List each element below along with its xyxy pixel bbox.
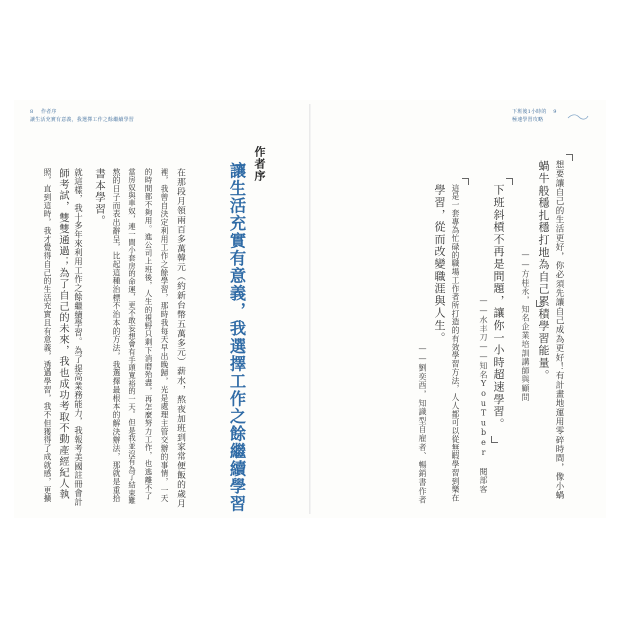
- quote-2-line-1: 下班斜槓不再是問題，讓你一小時超速學習。: [492, 184, 505, 430]
- quote-3-citation: ——劉奕酉，知識型自雇者、暢銷書作者: [418, 344, 427, 505]
- quote-3-line-1: 這是一套專為忙碌的職場工作者所打造的有效學習方法，人人都可以從無暇學習到樂在: [451, 184, 460, 503]
- right-running-section: 下班後1小時的: [512, 109, 547, 115]
- quote-3-line-2: 學習，從而改變職涯與人生。: [433, 184, 446, 344]
- decorative-swash-icon: [567, 113, 589, 121]
- quote-open-bracket: [506, 178, 513, 185]
- body-line-7: 就這樣，我十多年來利用工作之餘繼續學習。為了提高業務能力，我報考美國註冊會計: [74, 168, 84, 507]
- right-page-number: 9: [553, 109, 557, 115]
- quote-open-bracket: [462, 178, 469, 185]
- quote-2-citation: ——水丰刀——知名YouTuber 閱部客: [479, 296, 488, 494]
- body-line-9: 照，直到這時，我才覺得自己的生活充實且有意義，透過學習，我不但獲得了成就感，更擴: [43, 168, 52, 503]
- left-running-section: 作者序: [40, 109, 57, 115]
- body-line-8: 師考試，雙雙通過；為了自己的未來，我也成功考取不動產經紀人執: [57, 168, 69, 501]
- quote-close-bracket: [536, 300, 543, 307]
- quote-close-bracket: [491, 436, 498, 443]
- body-line-3: 的時間都不夠用。進公司上班後，人生的視野只剩下消磨殆盡，再怎麼努力工作，也逃離不了: [144, 168, 153, 501]
- quote-1-citation: ——方桂永，知名企業培訓講師與顧問: [521, 250, 530, 402]
- left-running-title: 讓生活充實有意義，我選擇工作之餘繼續學習: [30, 117, 135, 123]
- quote-open-bracket: [566, 154, 573, 161]
- body-line-2: 裡，我曾自決定利用工作之餘學習，那時我每天早出晚歸，光是處理主管交辦的事情，一天: [160, 168, 169, 503]
- preface-label: 作者序: [253, 146, 266, 182]
- right-running-title: 極速學習攻略: [512, 117, 544, 123]
- quote-1-line-1: 想要讓自己的生活更好，你必須先讓自己成為更好！有計畫地運用零碎時間，像小蝸: [554, 160, 564, 500]
- left-page-number: 8: [30, 109, 34, 115]
- preface-title: 讓生活充實有意義，我選擇工作之餘繼續學習: [227, 162, 246, 513]
- body-line-1: 在那段月領兩百多萬韓元（約新台幣五萬多元）薪水，熬夜加班到家常便飯的歲月: [175, 168, 185, 509]
- body-line-6: 書本學習。: [94, 168, 106, 227]
- quote-1-line-2: 蝸牛般穩扎穩打地為自己累積學習能量。: [537, 160, 550, 382]
- right-running-head: [512, 108, 557, 124]
- left-running-head: [30, 108, 134, 124]
- body-line-4: 當房奴與車奴，連一間小套房的命運，更不敢妄想會有手頭寬裕的一天。但是我並沒有為了結束難: [128, 168, 137, 505]
- body-line-5: 熬的日子而表出辭呈，比起這種治標不治本的方法，我選擇最根本的解決辦法，那就是重拾: [112, 168, 121, 503]
- book-gutter: [309, 104, 311, 514]
